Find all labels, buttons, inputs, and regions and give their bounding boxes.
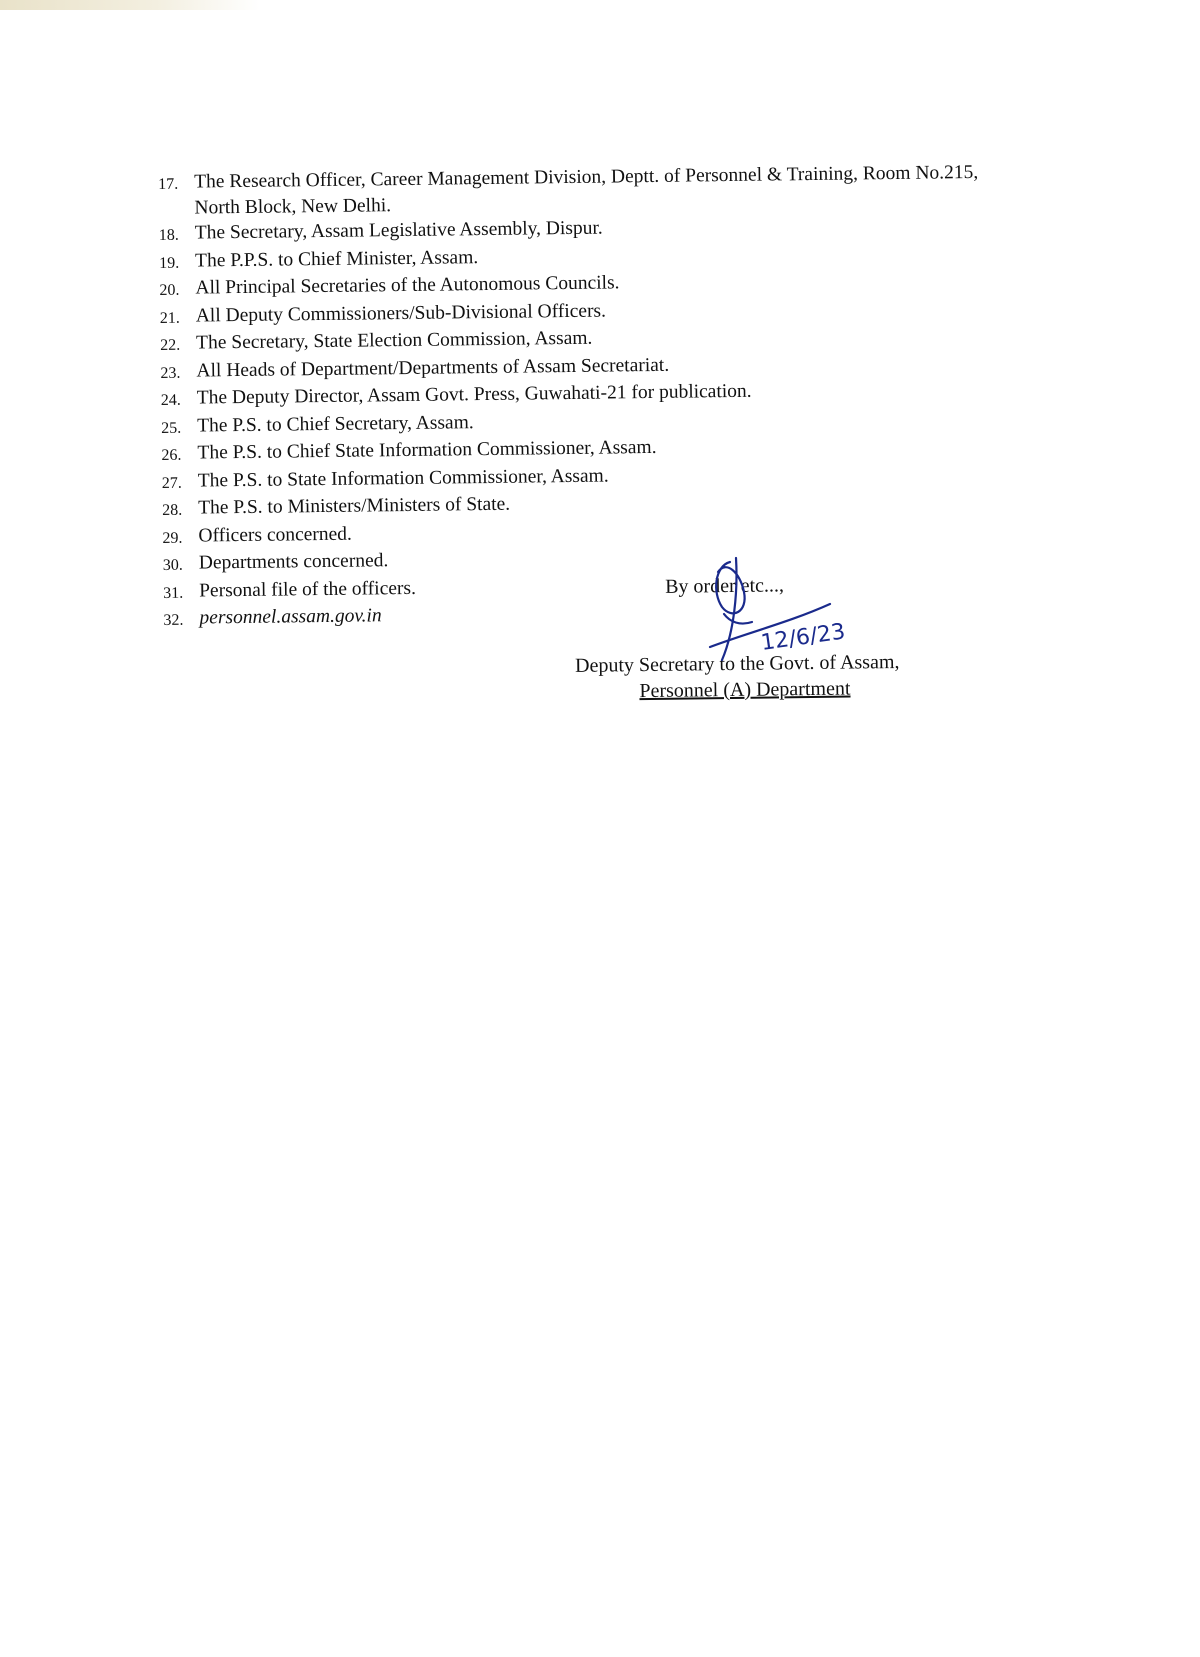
list-item-number: 20. <box>159 281 180 299</box>
list-item-text: The Secretary, State Election Commission, Assam. <box>195 327 593 354</box>
list-item-number: 25. <box>161 419 182 437</box>
by-order-text: By order etc..., <box>664 574 785 598</box>
list-item-text: The Deputy Director, Assam Govt. Press, Guwahati-21 for publication. <box>196 380 752 409</box>
list-item-number: 30. <box>162 556 183 574</box>
list-item-text: The P.S. to State Information Commissioner, Assam. <box>197 465 609 492</box>
list-item-number: 24. <box>160 391 181 409</box>
list-item-number: 22. <box>160 336 181 354</box>
list-item-text: Officers concerned. <box>198 523 352 547</box>
list-item-text: The P.P.S. to Chief Minister, Assam. <box>194 246 479 272</box>
list-item-text: All Deputy Commissioners/Sub-Divisional Officers. <box>195 300 607 327</box>
list-item-text: The Secretary, Assam Legislative Assembly, Dispur. <box>194 217 603 244</box>
list-item-number: 19. <box>159 254 180 272</box>
list-item-number: 17. <box>158 175 179 193</box>
list-item-text: All Heads of Department/Departments of Assam Secretariat. <box>196 354 670 382</box>
list-item-number: 32. <box>163 611 184 629</box>
signature-flourish <box>724 614 752 624</box>
list-item-text: The Research Officer, Career Management Division, Deptt. of Personnel & Training, Room No.215, North Block, New Delhi. <box>194 161 979 219</box>
scan-smudge <box>0 0 260 10</box>
handwritten-signature <box>700 552 850 672</box>
list-item-text: The P.S. to Chief State Information Commissioner, Assam. <box>197 436 657 464</box>
signature-loop <box>716 562 744 613</box>
list-item-number: 26. <box>161 446 182 464</box>
list-item-number: 27. <box>161 474 182 492</box>
website-text: personnel.assam.gov.in <box>199 605 382 629</box>
list-item-text: All Principal Secretaries of the Autonomous Councils. <box>195 272 620 299</box>
list-item-number: 28. <box>162 501 183 519</box>
signatory-department: Personnel (A) Department <box>639 677 851 703</box>
list-item-number: 23. <box>160 364 181 382</box>
handwritten-date: 12/6/23 <box>759 619 847 656</box>
list-item-text: The P.S. to Ministers/Ministers of State. <box>198 493 511 519</box>
list-item-text: The P.S. to Chief Secretary, Assam. <box>196 411 474 437</box>
copy-to-list <box>158 159 1024 633</box>
list-item-text: Personal file of the officers. <box>199 577 417 602</box>
signatory-designation: Deputy Secretary to the Govt. of Assam, <box>574 650 900 677</box>
list-item-number: 31. <box>163 584 184 602</box>
list-item-text: Departments concerned. <box>198 550 389 574</box>
list-item-number: 21. <box>159 309 180 327</box>
signature-drawing <box>700 552 850 672</box>
list-item-number: 29. <box>162 529 183 547</box>
copy-to-section <box>158 159 1024 633</box>
list-item-number: 18. <box>158 226 179 244</box>
